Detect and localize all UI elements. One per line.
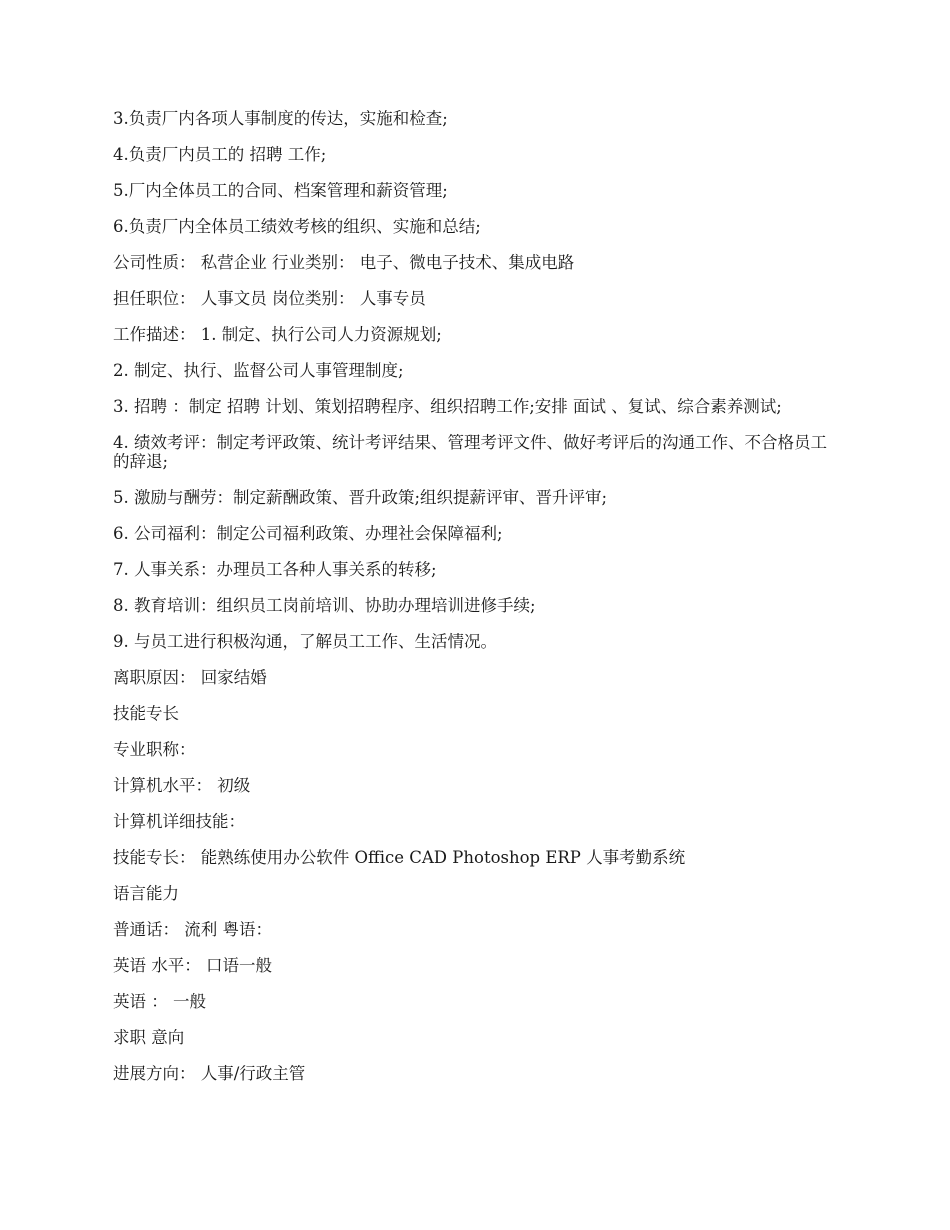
document-body (113, 109, 838, 1100)
text-line: 普通话： 流利 粤语： (113, 920, 272, 939)
text-line: 工作描述： 1. 制定、执行公司人力资源规划; (113, 325, 442, 344)
text-line: 4. 绩效考评：制定考评政策、统计考评结果、管理考评文件、做好考评后的沟通工作、不合格员工的辞退; (113, 433, 827, 471)
text-line: 3.负责厂内各项人事制度的传达，实施和检查; (113, 109, 448, 128)
text-line: 计算机详细技能： (113, 812, 245, 831)
text-line: 专业职称： (113, 740, 196, 759)
text-line: 英语 ： 一般 (113, 992, 206, 1011)
text-line: 2. 制定、执行、监督公司人事管理制度; (113, 361, 404, 380)
text-line: 5.厂内全体员工的合同、档案管理和薪资管理; (113, 181, 448, 200)
text-line: 进展方向： 人事/行政主管 (113, 1064, 306, 1083)
text-line: 3. 招聘 ：制定 招聘 计划、策划招聘程序、组织招聘工作;安排 面试 、复试、综合素养测试; (113, 397, 782, 416)
text-line: 公司性质： 私营企业 行业类别： 电子、微电子技术、集成电路 (113, 253, 575, 272)
text-line: 担任职位： 人事文员 岗位类别： 人事专员 (113, 289, 426, 308)
text-line: 7. 人事关系：办理员工各种人事关系的转移; (113, 560, 437, 579)
text-line: 计算机水平： 初级 (113, 776, 251, 795)
section-heading: 求职 意向 (113, 1028, 185, 1047)
text-line: 技能专长： 能熟练使用办公软件 Office CAD Photoshop ERP 人事考勤系统 (113, 848, 686, 867)
text-line: 英语 水平： 口语一般 (113, 956, 272, 975)
section-heading: 技能专长 (113, 704, 179, 723)
text-line: 6.负责厂内全体员工绩效考核的组织、实施和总结; (113, 217, 481, 236)
text-line: 8. 教育培训：组织员工岗前培训、协助办理培训进修手续; (113, 596, 536, 615)
text-line: 4.负责厂内员工的 招聘 工作; (113, 145, 327, 164)
section-heading: 语言能力 (113, 884, 179, 903)
text-line: 6. 公司福利：制定公司福利政策、办理社会保障福利; (113, 524, 503, 543)
text-line: 离职原因： 回家结婚 (113, 668, 267, 687)
text-line: 5. 激励与酬劳：制定薪酬政策、晋升政策;组织提薪评审、晋升评审; (113, 488, 608, 507)
text-line: 9. 与员工进行积极沟通，了解员工工作、生活情况。 (113, 632, 497, 651)
